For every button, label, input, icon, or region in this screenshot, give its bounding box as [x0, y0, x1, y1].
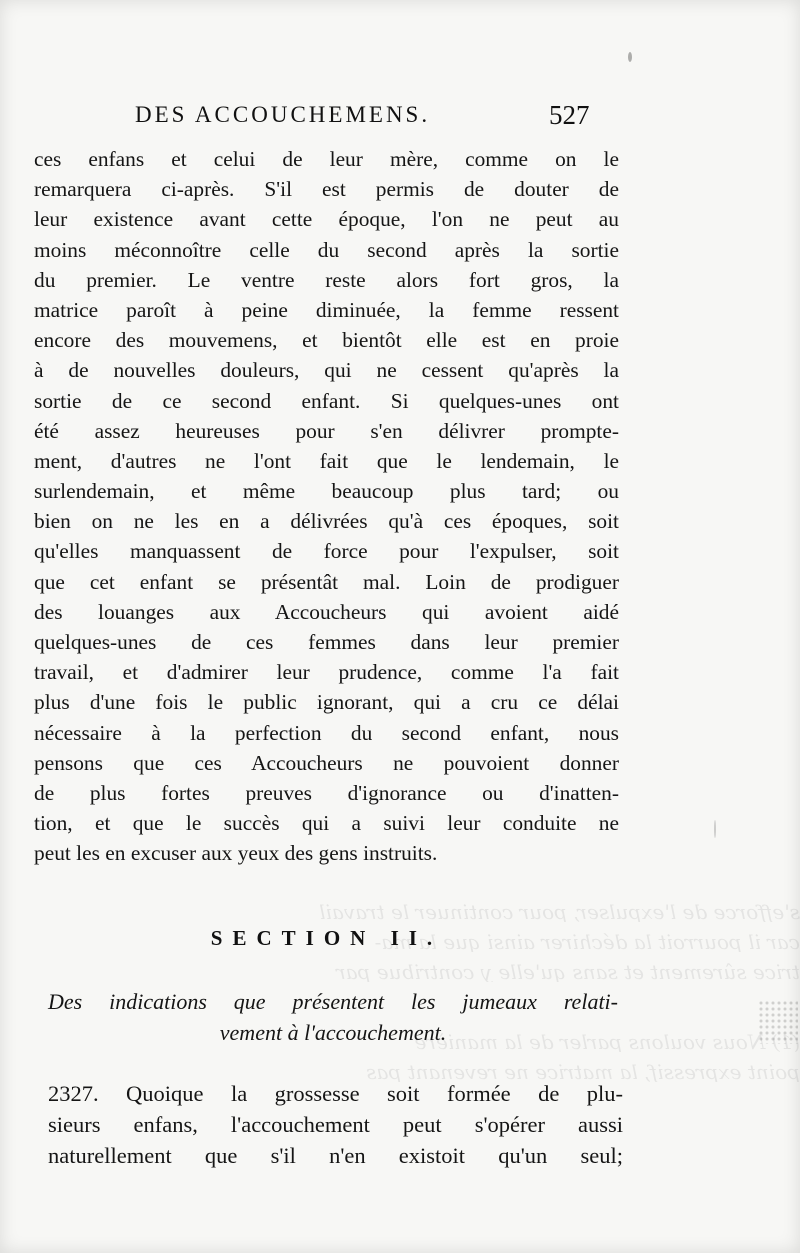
subtitle-line: Des indications que présentent les jumeaux relati-	[48, 989, 618, 1014]
text-line: leur existence avant cette époque, l'on ne peut au	[34, 207, 619, 232]
text-line: bien on ne les en a délivrées qu'à ces époques, soit	[34, 509, 619, 534]
text-line: 2327. Quoique la grossesse soit formée de plu-	[48, 1081, 623, 1106]
text-line: du premier. Le ventre reste alors fort gros, la	[34, 267, 619, 292]
text-line: moins méconnoître celle du second après la sortie	[34, 237, 619, 262]
text-line: plus d'une fois le public ignorant, qui a cru ce délai	[34, 690, 619, 715]
text-line: de plus fortes preuves d'ignorance ou d'inatten-	[34, 780, 619, 805]
paper-speck	[714, 820, 716, 838]
text-line: tion, et que le succès qui a suivi leur conduite ne	[34, 811, 619, 836]
section-subtitle	[48, 986, 618, 1048]
text-line: peut les en excuser aux yeux des gens instruits.	[34, 841, 438, 866]
bleed-through-text: (1) Nous voulons parler de la manière	[414, 1030, 800, 1052]
text-line: travail, et d'admirer leur prudence, comme l'a fait	[34, 660, 619, 685]
numbered-paragraph	[48, 1078, 623, 1171]
bleed-through-text: s'efforce de l'expulser, pour continuer le travail	[319, 900, 800, 922]
text-line: des louanges aux Accoucheurs qui avoient aidé	[34, 599, 619, 624]
text-line: ment, d'autres ne l'ont fait que le lendemain, le	[34, 448, 619, 473]
text-line: encore des mouvemens, et bientôt elle est en proie	[34, 328, 619, 353]
body-paragraph	[34, 144, 619, 869]
text-line: remarquera ci-après. S'il est permis de douter de	[34, 177, 619, 202]
text-line: qu'elles manquassent de force pour l'expulser, soit	[34, 539, 619, 564]
page-number: 527	[549, 100, 590, 130]
text-line: naturellement que s'il n'en existoit qu'un seul;	[48, 1143, 623, 1168]
running-title: DES ACCOUCHEMENS.	[135, 102, 431, 127]
paper-smudge	[758, 1000, 798, 1044]
bleed-through-text: car il pourroit la déchirer ainsi que la ma-	[374, 930, 800, 952]
text-line: nécessaire à la perfection du second enfant, nous	[34, 720, 619, 745]
text-line: ces enfans et celui de leur mère, comme on le	[34, 147, 619, 171]
bleed-through-text: trice sûrement et sans qu'elle y contribue par	[336, 960, 800, 982]
text-line: sieurs enfans, l'accouchement peut s'opérer aussi	[48, 1112, 623, 1137]
text-line: sortie de ce second enfant. Si quelques-unes ont	[34, 388, 619, 413]
text-line: à de nouvelles douleurs, qui ne cessent qu'après la	[34, 358, 619, 383]
running-header	[135, 102, 610, 138]
text-line: quelques-unes de ces femmes dans leur premier	[34, 630, 619, 654]
text-line: pensons que ces Accoucheurs ne pouvoient donner	[34, 750, 619, 775]
section-heading: SECTION II.	[210, 926, 443, 950]
text-line: que cet enfant se présentât mal. Loin de prodiguer	[34, 569, 619, 594]
paper-speck	[628, 52, 632, 62]
text-line: surlendemain, et même beaucoup plus tard; ou	[34, 479, 619, 504]
subtitle-line: vement à l'accouchement.	[219, 1020, 447, 1045]
text-line: été assez heureuses pour s'en délivrer prompte-	[34, 418, 619, 443]
text-line: matrice paroît à peine diminuée, la femme ressent	[34, 297, 619, 322]
bleed-through-text: point expressif, la matrice ne revenant pas	[366, 1060, 800, 1082]
